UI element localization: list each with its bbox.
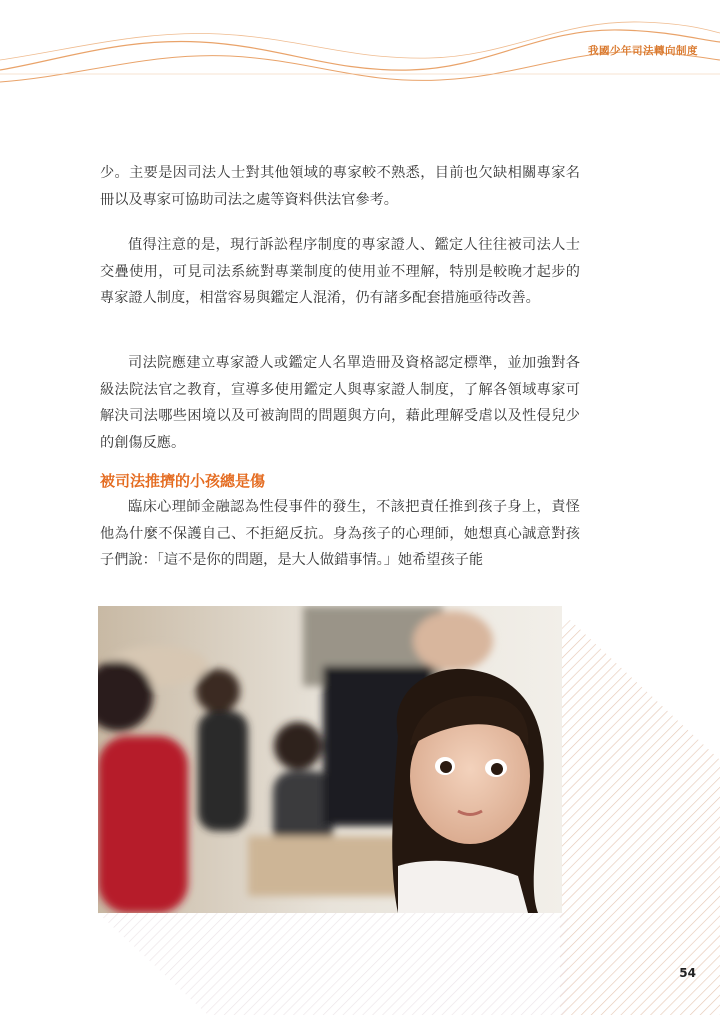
- page-number: 54: [679, 966, 696, 980]
- body-paragraph-2: 值得注意的是，現行訴訟程序制度的專家證人、鑑定人往往被司法人士交疊使用，可見司法系統對專業制度的使用並不理解，特別是較晚才起步的專家證人制度，相當容易與鑑定人混淆，仍有諸多配套措施亟待改善。: [100, 237, 580, 306]
- body-paragraph-3: 司法院應建立專家證人或鑑定人名單造冊及資格認定標準，並加強對各級法院法官之教育，宣導多使用鑑定人與專家證人制度，了解各領域專家可解決司法哪些困境以及可被詢問的問題與方向，藉此理解受虐以及性侵兒少的創傷反應。: [100, 355, 580, 451]
- running-header-title: 我國少年司法轉向制度: [588, 45, 698, 57]
- photo-child-looking-back: [98, 606, 562, 913]
- body-paragraph-1: 少。主要是因司法人士對其他領域的專家較不熟悉，目前也欠缺相關專家名冊以及專家可協助司法之處等資料供法官參考。: [100, 165, 580, 208]
- diagonal-stripe-decoration-bottom: [98, 913, 568, 1015]
- section-paragraph: 臨床心理師金融認為性侵事件的發生，不該把責任推到孩子身上，責怪他為什麼不保護自己、不拒絕反抗。身為孩子的心理師，她想真心誠意對孩子們說：「這不是你的問題，是大人做錯事情。」她希望孩子能: [100, 499, 580, 568]
- section-heading: 被司法推擠的小孩總是傷: [100, 472, 266, 490]
- diagonal-stripe-decoration-right: [560, 620, 720, 1015]
